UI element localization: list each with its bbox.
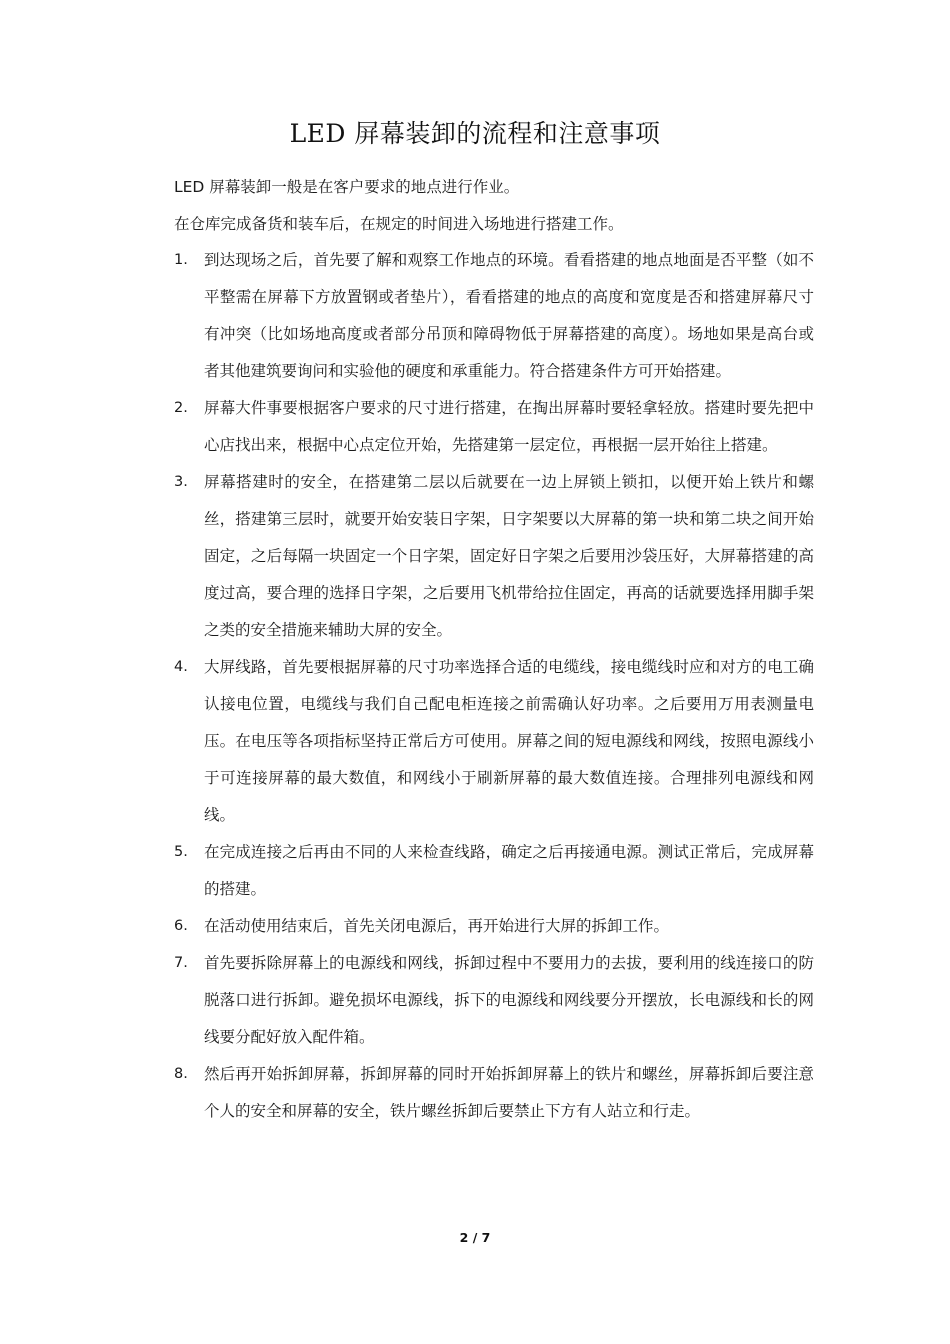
list-item: [174, 242, 814, 390]
intro-paragraph: LED 屏幕装卸一般是在客户要求的地点进行作业。: [174, 178, 520, 196]
list-item-text: 到达现场之后，首先要了解和观察工作地点的环境。看看搭建的地点地面是否平整（如不平整需在屏幕下方放置钢或者垫片），看看搭建的地点的高度和宽度是否和搭建屏幕尺寸有冲突（比如场地高度或者部分吊顶和障碍物低于屏幕搭建的高度）。场地如果是高台或者其他建筑要询问和实验他的硬度和承重能力。符合搭建条件方可开始搭建。: [204, 251, 814, 380]
list-item: [174, 945, 814, 1056]
list-item-text: 屏幕大件事要根据客户要求的尺寸进行搭建，在掏出屏幕时要轻拿轻放。搭建时要先把中心店找出来，根据中心点定位开始，先搭建第一层定位，再根据一层开始往上搭建。: [204, 399, 814, 454]
list-item-text: 在活动使用结束后，首先关闭电源后，再开始进行大屏的拆卸工作。: [204, 917, 670, 935]
list-item-number: 4.: [174, 659, 188, 675]
list-item-text: 首先要拆除屏幕上的电源线和网线，拆卸过程中不要用力的去拔，要利用的线连接口的防脱落口进行拆卸。避免损坏电源线，拆下的电源线和网线要分开摆放，长电源线和长的网线要分配好放入配件箱。: [204, 954, 814, 1046]
list-item-text: 大屏线路，首先要根据屏幕的尺寸功率选择合适的电缆线，接电缆线时应和对方的电工确认接电位置，电缆线与我们自己配电柜连接之前需确认好功率。之后要用万用表测量电压。在电压等各项指标坚持正常后方可使用。屏幕之间的短电源线和网线，按照电源线小于可连接屏幕的最大数值，和网线小于刷新屏幕的最大数值连接。合理排列电源线和网线。: [204, 658, 814, 824]
list-item-number: 6.: [174, 918, 188, 934]
list-item: [174, 390, 814, 464]
numbered-list: [174, 242, 814, 1130]
list-item: [174, 464, 814, 649]
list-item-number: 1.: [174, 252, 188, 268]
list-item-number: 2.: [174, 400, 188, 416]
list-item: [174, 908, 814, 945]
intro-paragraph: 在仓库完成备货和装车后，在规定的时间进入场地进行搭建工作。: [174, 215, 624, 233]
list-item: [174, 1056, 814, 1130]
list-item-number: 3.: [174, 474, 188, 490]
list-item-text: 在完成连接之后再由不同的人来检查线路，确定之后再接通电源。测试正常后，完成屏幕的搭建。: [204, 843, 814, 898]
list-item: [174, 834, 814, 908]
list-item: [174, 649, 814, 834]
list-item-text: 然后再开始拆卸屏幕，拆卸屏幕的同时开始拆卸屏幕上的铁片和螺丝，屏幕拆卸后要注意个人的安全和屏幕的安全，铁片螺丝拆卸后要禁止下方有人站立和行走。: [204, 1065, 814, 1120]
list-item-number: 8.: [174, 1066, 188, 1082]
list-item-number: 7.: [174, 955, 188, 971]
list-item-number: 5.: [174, 844, 188, 860]
page-number: 2 / 7: [459, 1230, 491, 1245]
list-item-text: 屏幕搭建时的安全，在搭建第二层以后就要在一边上屏锁上锁扣，以便开始上铁片和螺丝，搭建第三层时，就要开始安装日字架，日字架要以大屏幕的第一块和第二块之间开始固定，之后每隔一块固定一个日字架，固定好日字架之后要用沙袋压好，大屏幕搭建的高度过高，要合理的选择日字架，之后要用飞机带给拉住固定，再高的话就要选择用脚手架之类的安全措施来辅助大屏的安全。: [204, 473, 814, 639]
page-title: LED 屏幕装卸的流程和注意事项: [289, 119, 661, 148]
